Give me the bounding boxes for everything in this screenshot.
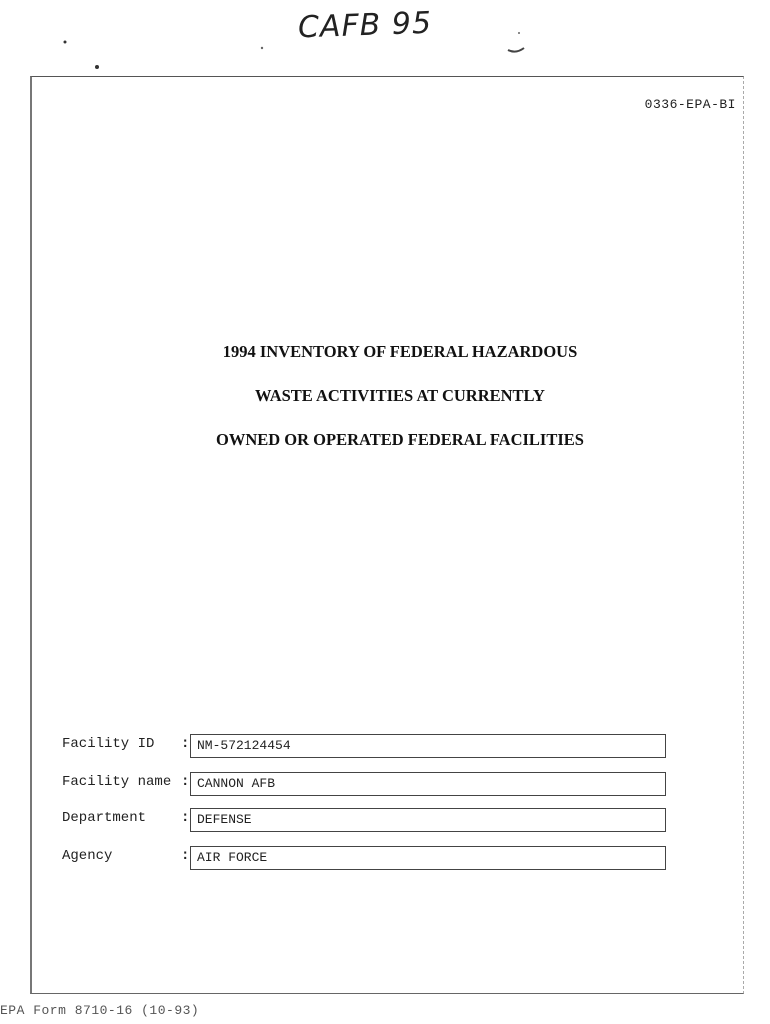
title-line-2: WASTE ACTIVITIES AT CURRENTLY — [255, 386, 545, 405]
facility-name-row — [62, 772, 672, 796]
agency-colon: : — [181, 848, 190, 864]
department-field: DEFENSE — [190, 808, 666, 832]
facility-name-label: Facility name — [62, 774, 172, 790]
scan-specks — [0, 0, 770, 80]
department-colon: : — [181, 810, 190, 826]
handwritten-note: CAFB 95 — [297, 5, 433, 46]
department-label: Department — [62, 810, 147, 826]
facility-id-label: Facility ID — [62, 736, 155, 752]
form-number: EPA Form 8710-16 (10-93) — [0, 1003, 200, 1018]
facility-id-colon: : — [181, 736, 190, 752]
agency-row — [62, 846, 672, 870]
title-line-3: OWNED OR OPERATED FEDERAL FACILITIES — [216, 430, 584, 449]
title-line-1: 1994 INVENTORY OF FEDERAL HAZARDOUS — [222, 342, 578, 361]
document-title — [160, 340, 640, 472]
department-row — [62, 808, 672, 832]
facility-name-colon: : — [181, 774, 190, 790]
document-code: 0336-EPA-BI — [644, 97, 736, 112]
agency-label: Agency — [62, 848, 113, 864]
agency-field: AIR FORCE — [190, 846, 666, 870]
facility-id-row — [62, 734, 672, 758]
facility-name-field: CANNON AFB — [190, 772, 666, 796]
facility-id-field: NM-572124454 — [190, 734, 666, 758]
